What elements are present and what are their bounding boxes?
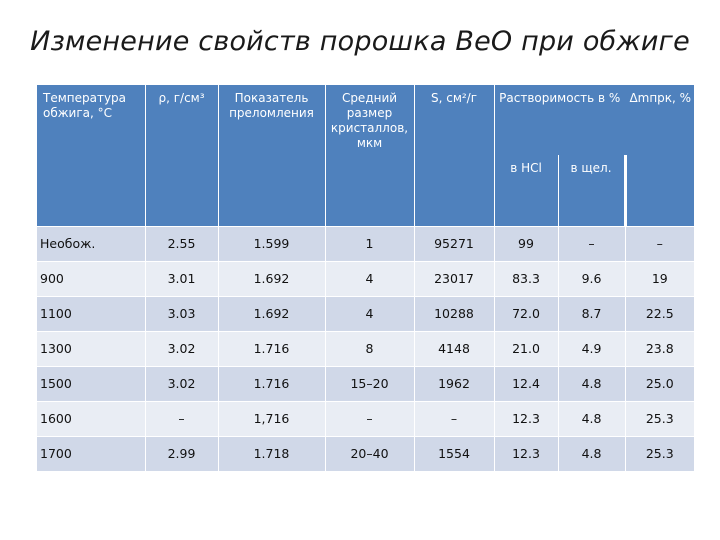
cell-density: 3.02 (145, 366, 218, 401)
cell-surface: 4148 (414, 331, 494, 366)
cell-temperature: 900 (37, 261, 145, 296)
cell-solubility-alkali: 4.8 (558, 366, 625, 401)
cell-solubility-hcl: 12.3 (494, 436, 558, 471)
cell-mass-loss: – (625, 226, 694, 261)
properties-table (37, 85, 694, 471)
cell-mass-loss: 19 (625, 261, 694, 296)
cell-solubility-hcl: 72.0 (494, 296, 558, 331)
cell-density: – (145, 401, 218, 436)
cell-mass-loss: 25.3 (625, 436, 694, 471)
cell-density: 3.01 (145, 261, 218, 296)
cell-refraction: 1.692 (218, 296, 325, 331)
table-row (37, 401, 694, 436)
cell-surface: 1554 (414, 436, 494, 471)
table-row (37, 331, 694, 366)
cell-surface: 10288 (414, 296, 494, 331)
table-row (37, 296, 694, 331)
cell-solubility-hcl: 83.3 (494, 261, 558, 296)
cell-crystal-size: 4 (325, 296, 414, 331)
cell-solubility-hcl: 12.3 (494, 401, 558, 436)
cell-mass-loss: 25.3 (625, 401, 694, 436)
header-density: ρ, г/см³ (145, 85, 218, 226)
cell-temperature: Необож. (37, 226, 145, 261)
table-row (37, 226, 694, 261)
cell-surface: 95271 (414, 226, 494, 261)
table-header (37, 85, 694, 226)
table-row (37, 261, 694, 296)
slide-title: Изменение свойств порошка BeO при обжиге (30, 26, 690, 57)
cell-crystal-size: – (325, 401, 414, 436)
cell-solubility-alkali: 4.9 (558, 331, 625, 366)
cell-solubility-alkali: 8.7 (558, 296, 625, 331)
cell-refraction: 1.716 (218, 366, 325, 401)
cell-crystal-size: 8 (325, 331, 414, 366)
cell-mass-loss: 22.5 (625, 296, 694, 331)
cell-solubility-hcl: 12.4 (494, 366, 558, 401)
cell-solubility-alkali: – (558, 226, 625, 261)
cell-crystal-size: 15–20 (325, 366, 414, 401)
cell-solubility-hcl: 21.0 (494, 331, 558, 366)
cell-density: 3.03 (145, 296, 218, 331)
cell-solubility-alkali: 4.8 (558, 401, 625, 436)
cell-surface: 1962 (414, 366, 494, 401)
header-surface: S, см²/г (414, 85, 494, 226)
cell-refraction: 1.716 (218, 331, 325, 366)
header-solubility: Растворимость в % (494, 85, 625, 155)
cell-refraction: 1.599 (218, 226, 325, 261)
cell-refraction: 1,716 (218, 401, 325, 436)
cell-temperature: 1600 (37, 401, 145, 436)
cell-surface: – (414, 401, 494, 436)
cell-temperature: 1300 (37, 331, 145, 366)
cell-density: 2.99 (145, 436, 218, 471)
cell-solubility-alkali: 9.6 (558, 261, 625, 296)
header-crystal-size: Средний размер кристаллов, мкм (325, 85, 414, 226)
cell-solubility-alkali: 4.8 (558, 436, 625, 471)
cell-crystal-size: 20–40 (325, 436, 414, 471)
table-row (37, 436, 694, 471)
header-temperature: Температура обжига, °С (37, 85, 145, 226)
cell-refraction: 1.692 (218, 261, 325, 296)
cell-temperature: 1700 (37, 436, 145, 471)
cell-density: 3.02 (145, 331, 218, 366)
header-mass-loss: Δmпрк, % (625, 85, 694, 226)
cell-solubility-hcl: 99 (494, 226, 558, 261)
cell-temperature: 1100 (37, 296, 145, 331)
header-refraction: Показатель преломления (218, 85, 325, 226)
header-solubility-alkali: в щел. (558, 155, 625, 226)
cell-mass-loss: 25.0 (625, 366, 694, 401)
cell-mass-loss: 23.8 (625, 331, 694, 366)
cell-refraction: 1.718 (218, 436, 325, 471)
header-solubility-hcl: в HCl (494, 155, 558, 226)
table-body (37, 226, 694, 471)
cell-temperature: 1500 (37, 366, 145, 401)
cell-crystal-size: 1 (325, 226, 414, 261)
table-row (37, 366, 694, 401)
cell-surface: 23017 (414, 261, 494, 296)
cell-density: 2.55 (145, 226, 218, 261)
cell-crystal-size: 4 (325, 261, 414, 296)
